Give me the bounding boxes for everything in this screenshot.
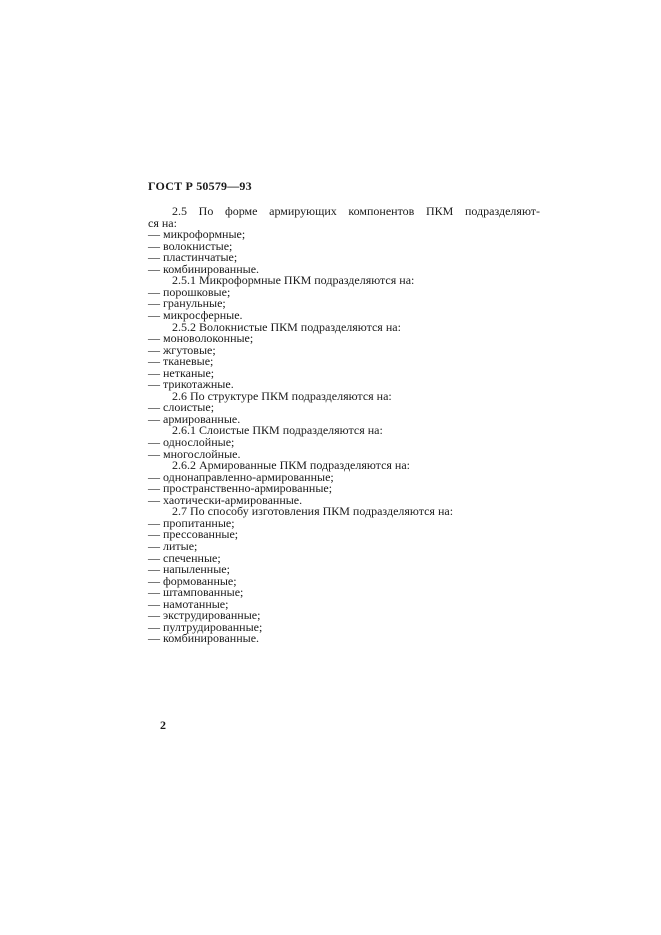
- list-item: — трикотажные.: [148, 377, 234, 392]
- list-item: — многослойные.: [148, 446, 241, 461]
- list-item: — прессованные;: [148, 527, 239, 542]
- list-item: — моноволоконные;: [148, 331, 254, 346]
- list-item: — пластинчатые;: [148, 250, 238, 265]
- list-item: — пултрудированные;: [148, 619, 263, 634]
- list-item: — штампованные;: [148, 585, 244, 600]
- section-heading: 2.6 По структуре ПКМ подразделяются на:: [172, 388, 392, 403]
- list-item: — однонаправленно-армированные;: [148, 469, 334, 484]
- list-item: — волокнистые;: [148, 238, 233, 253]
- list-item: — экструдированные;: [148, 608, 261, 623]
- list-item: — напыленные;: [148, 562, 230, 577]
- list-item: — слоистые;: [148, 400, 215, 415]
- section-heading: 2.6.2 Армированные ПКМ подразделяются на:: [172, 458, 411, 473]
- page-number: 2: [160, 718, 166, 732]
- list-item: — спеченные;: [148, 550, 221, 565]
- list-item: — жгутовые;: [148, 342, 216, 357]
- list-item: — однослойные;: [148, 435, 235, 449]
- list-item: — литые;: [148, 538, 198, 553]
- paragraph-continuation: ся на:: [148, 215, 177, 230]
- list-item: — гранульные;: [148, 296, 226, 311]
- section-heading: 2.7 По способу изготовления ПКМ подразделяются на:: [172, 504, 454, 519]
- list-item: — пространственно-армированные;: [148, 481, 333, 496]
- list-item: — нетканые;: [148, 365, 215, 380]
- list-item: — формованные;: [148, 573, 237, 588]
- section-heading: 2.5.2 Волокнистые ПКМ подразделяются на:: [172, 319, 401, 334]
- section-heading: 2.5.1 Микроформные ПКМ подразделяются на:: [172, 273, 415, 288]
- list-item: — порошковые;: [148, 284, 231, 299]
- list-item: — хаотически-армированные.: [148, 492, 303, 507]
- list-item: — комбинированные.: [148, 631, 260, 646]
- list-item: — микросферные.: [148, 307, 243, 322]
- list-item: — пропитанные;: [148, 515, 235, 530]
- section-heading: 2.6.1 Слоистые ПКМ подразделяются на:: [172, 423, 383, 438]
- standard-header: ГОСТ Р 50579—93: [148, 179, 252, 193]
- list-item: — намотанные;: [148, 596, 229, 611]
- list-item: — армированные.: [148, 411, 241, 426]
- list-item: — микроформные;: [148, 227, 246, 242]
- paragraph-line: 2.5 По форме армирующих компонентов ПКМ подразделяют-: [172, 204, 540, 218]
- list-item: — комбинированные.: [148, 261, 260, 276]
- list-item: — тканевые;: [148, 354, 214, 369]
